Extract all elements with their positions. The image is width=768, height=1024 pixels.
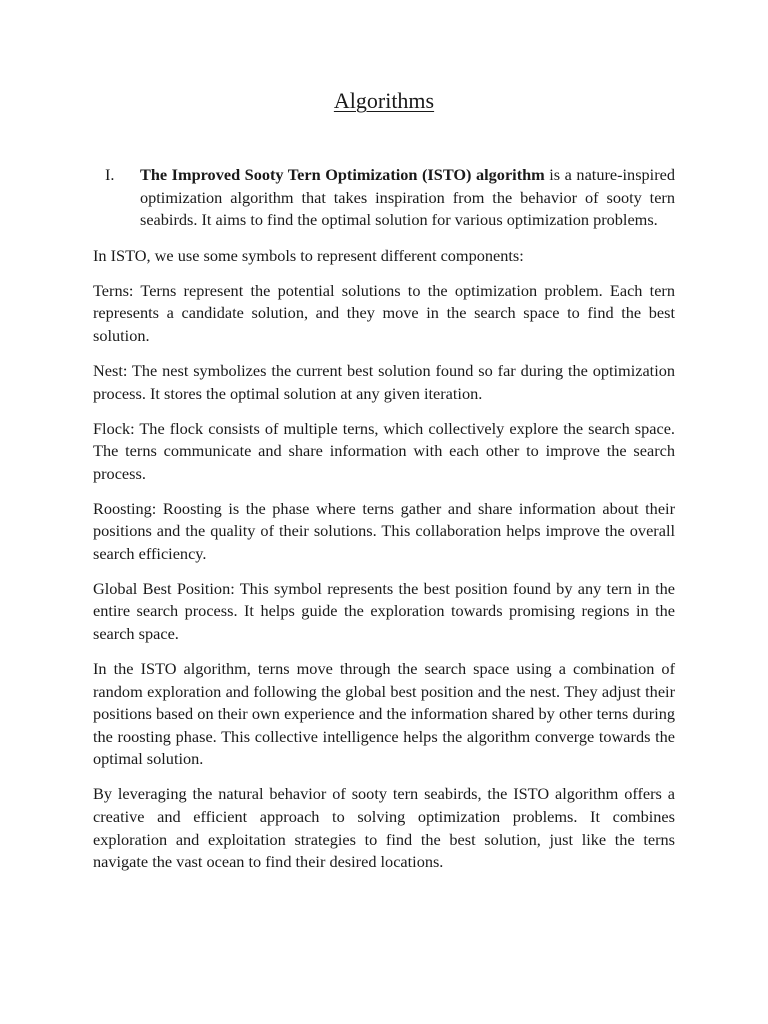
paragraph-terns: Terns: Terns represent the potential solutions to the optimization problem. Each tern represents a candidate solution, and they move in the search space to find the best solution.	[93, 280, 675, 345]
paragraph-flock: Flock: The flock consists of multiple terns, which collectively explore the search space. The terns communicate and share information with each other to improve the search process.	[93, 418, 675, 483]
numbered-list-item	[93, 164, 675, 232]
paragraph-nest: Nest: The nest symbolizes the current best solution found so far during the optimization process. It stores the optimal solution at any given iteration.	[93, 360, 675, 403]
paragraph-algorithm: In the ISTO algorithm, terns move through the search space using a combination of random exploration and following the global best position and the nest. They adjust their positions based on their own experience and the information shared by other terns during the roosting phase. This collective intelligence helps the algorithm converge towards the optimal solution.	[93, 659, 675, 769]
paragraph-intro: In ISTO, we use some symbols to represent different components:	[93, 245, 524, 265]
list-item-bold-lead: The Improved Sooty Tern Optimization (ISTO) algorithm	[140, 165, 545, 184]
list-item-rest: is a nature-inspired optimization algorithm that takes inspiration from the behavior of sooty tern seabirds. It aims to find the optimal solution for various optimization problems.	[140, 165, 675, 230]
paragraph-global-best: Global Best Position: This symbol represents the best position found by any tern in the entire search process. It helps guide the exploration towards promising regions in the search space.	[93, 578, 675, 644]
list-number: I.	[105, 165, 115, 184]
list-item-text	[140, 164, 675, 232]
page-title: Algorithms	[333, 88, 435, 113]
document-body	[93, 164, 675, 886]
paragraph-roosting: Roosting: Roosting is the phase where terns gather and share information about their positions and the quality of their solutions. This collaboration helps improve the overall search efficiency.	[93, 498, 675, 563]
paragraph-conclusion: By leveraging the natural behavior of sooty tern seabirds, the ISTO algorithm offers a creative and efficient approach to solving optimization problems. It combines exploration and exploitation strategies to find the best solution, just like the terns navigate the vast ocean to find their desired locations.	[93, 784, 675, 872]
